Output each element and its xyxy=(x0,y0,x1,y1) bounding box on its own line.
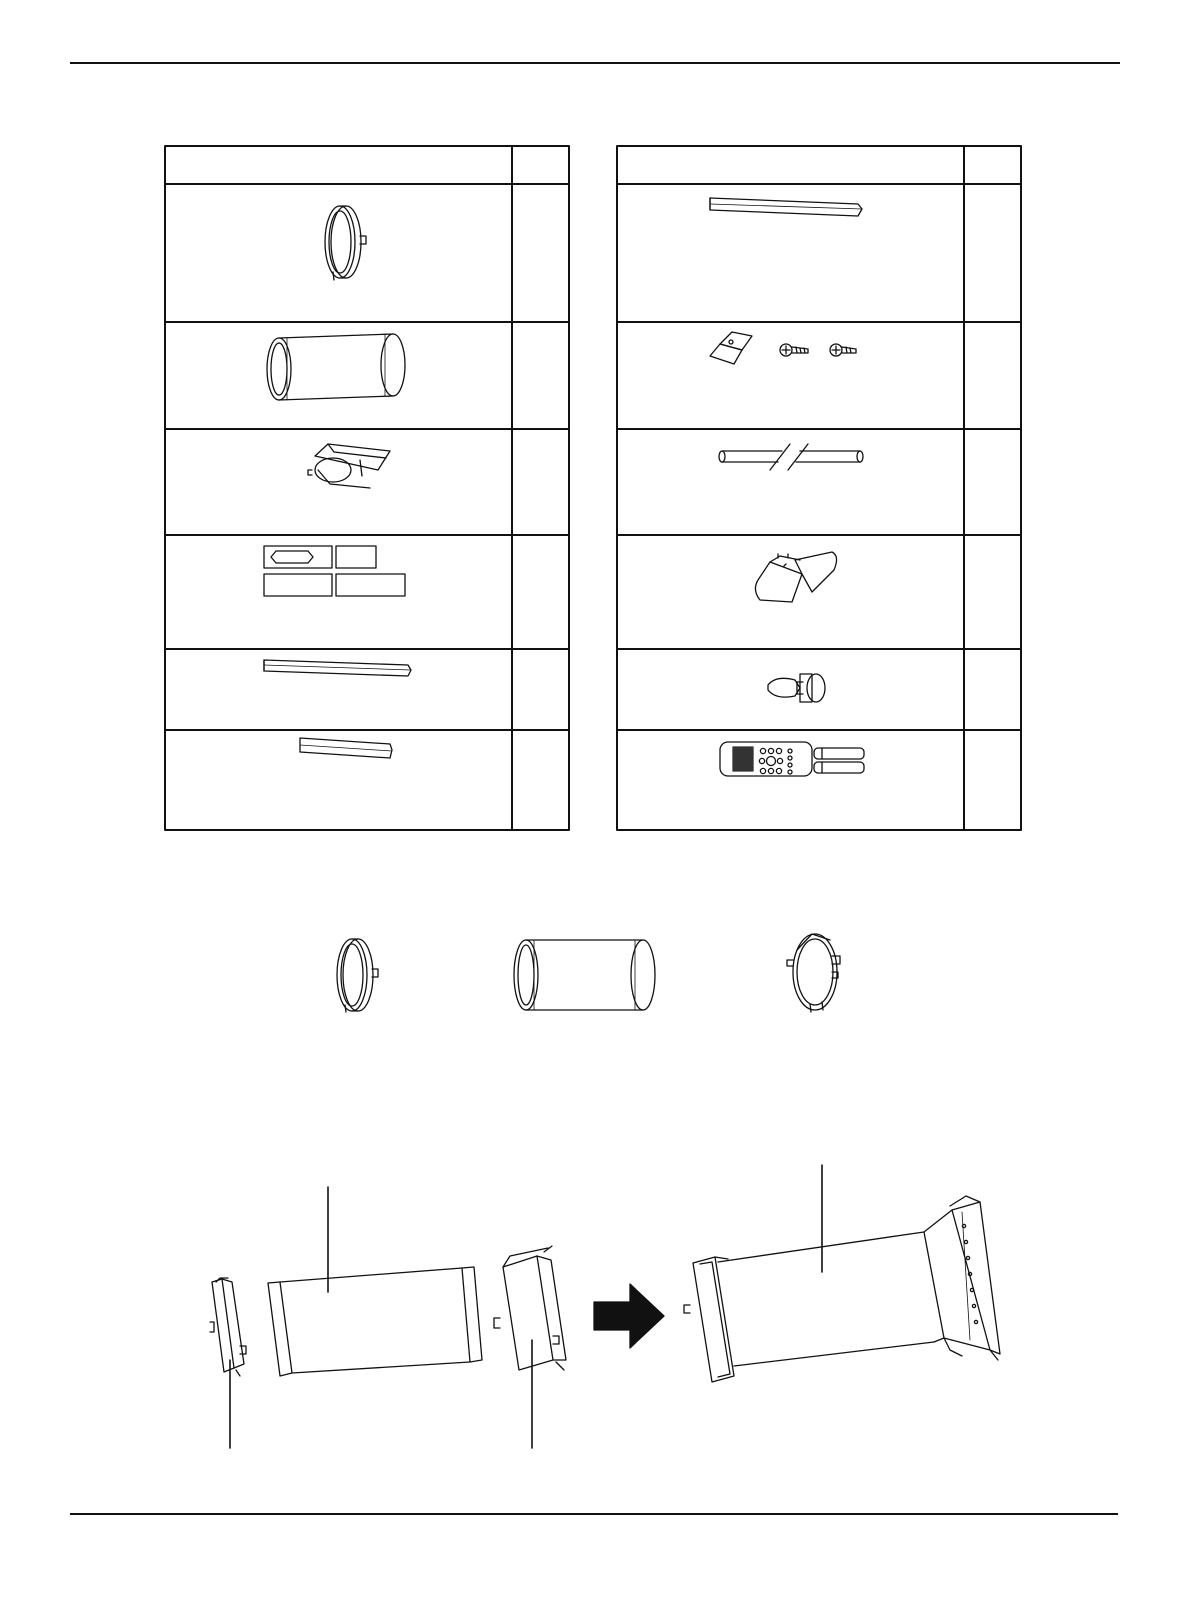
window-adaptor-ring-icon xyxy=(325,206,366,280)
long-slider-bar-icon xyxy=(710,198,862,216)
foam-seal-pieces-icon xyxy=(264,546,405,596)
leader-lines xyxy=(230,1165,822,1448)
accessory-table-right xyxy=(617,146,1021,830)
drain-plug-icon xyxy=(768,674,825,702)
long-window-slider-icon xyxy=(264,660,411,676)
assembly-exhaust-hose-icon xyxy=(268,1267,482,1376)
bracket-and-screws-icon xyxy=(710,332,856,364)
short-window-slider-icon xyxy=(300,738,392,758)
exhaust-hose-part-icon xyxy=(514,940,655,1010)
window-slider-adaptor-icon xyxy=(308,444,390,488)
arrow-right-icon xyxy=(594,1284,664,1348)
window-slider-clip-icon xyxy=(755,552,836,602)
remote-control-and-batteries-icon xyxy=(720,742,864,776)
assembly-window-adaptor-icon xyxy=(494,1246,566,1370)
exhaust-hose-icon xyxy=(267,334,405,400)
assembled-exhaust-hose-icon xyxy=(684,1196,1000,1382)
assembly-adaptor-ring-icon xyxy=(210,1278,246,1376)
adaptor-ring-part-icon xyxy=(337,939,378,1012)
window-adaptor-part-icon xyxy=(787,934,840,1012)
drain-pipe-icon xyxy=(719,444,863,470)
